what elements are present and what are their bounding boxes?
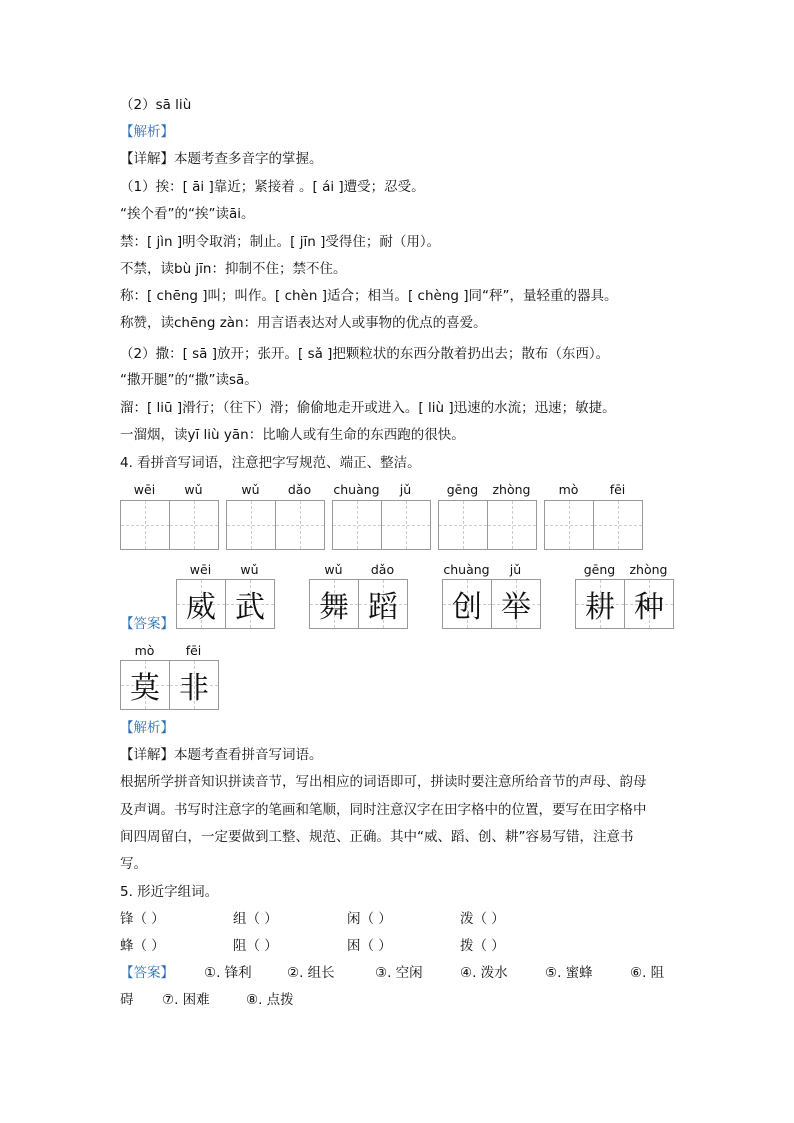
answer-char: 威 xyxy=(186,590,216,625)
answer-char: 非 xyxy=(179,671,209,706)
blank-item: 拨（ ） xyxy=(460,938,505,954)
pinyin: wēi xyxy=(133,482,156,497)
answer-item: ⑧. 点拨 xyxy=(246,992,294,1008)
pinyin: wēi xyxy=(189,562,212,577)
blank-item: 泼（ ） xyxy=(460,911,505,927)
question-5-title: 5. 形近字组词。 xyxy=(120,884,219,900)
answer-item: ③. 空闲 xyxy=(375,965,423,981)
text-line: 一溜烟，读yī liù yān：比喻人或有生命的东西跑的很快。 xyxy=(120,427,465,443)
writing-grid xyxy=(332,500,431,550)
writing-grid xyxy=(544,500,643,550)
text-line: 及声调。书写时注意字的笔画和笔顺，同时注意汉字在田字格中的位置，要写在田字格中 xyxy=(120,802,647,818)
text-line: 称：[ chēng ]叫；叫作。[ chèn ]适合；相当。[ chèng ]同“秤”，量轻重的器具。 xyxy=(120,288,618,304)
answer-char: 蹈 xyxy=(368,590,398,625)
text-line: “挨个看”的“挨”读āi。 xyxy=(120,206,255,222)
writing-grid xyxy=(438,500,537,550)
pinyin: wǔ xyxy=(241,482,260,497)
pinyin: dǎo xyxy=(287,482,312,497)
pinyin: fēi xyxy=(185,643,202,658)
analysis-label: 【解析】 xyxy=(120,124,174,140)
answer-grid xyxy=(575,579,674,629)
answer-item: ②. 组长 xyxy=(287,965,335,981)
answer-item: ⑦. 困难 xyxy=(162,992,210,1008)
answer-char: 创 xyxy=(452,590,482,625)
text-line: 写。 xyxy=(120,856,147,872)
text-line: （2）撒：[ sā ]放开；张开。[ sǎ ]把颗粒状的东西分散着扔出去；散布（东西）。 xyxy=(120,346,610,362)
pinyin: mò xyxy=(134,643,155,658)
text-line: 根据所学拼音知识拼读音节，写出相应的词语即可，拼读时要注意所给音节的声母、韵母 xyxy=(120,774,647,790)
blank-item: 蜂（ ） xyxy=(120,938,165,954)
answer-char: 莫 xyxy=(130,671,160,706)
answer-grid xyxy=(442,579,541,629)
answer-label: 【答案】 xyxy=(120,616,174,632)
answer-char: 种 xyxy=(634,590,664,625)
pinyin: zhòng xyxy=(629,562,668,577)
pinyin: jǔ xyxy=(399,482,412,497)
pinyin: mò xyxy=(558,482,579,497)
answer-grid xyxy=(120,660,219,710)
detail-heading: 【详解】本题考查多音字的掌握。 xyxy=(120,151,323,167)
answer-item: 碍 xyxy=(120,992,134,1008)
blank-item: 困（ ） xyxy=(347,938,392,954)
pinyin: wǔ xyxy=(324,562,343,577)
pinyin: wǔ xyxy=(240,562,259,577)
answer-char: 举 xyxy=(501,590,531,625)
pinyin: fēi xyxy=(609,482,626,497)
pinyin: zhòng xyxy=(492,482,531,497)
analysis-label: 【解析】 xyxy=(120,720,174,736)
answer-item: ⑥. 阻 xyxy=(630,965,665,981)
writing-grid xyxy=(226,500,325,550)
question-4-title: 4. 看拼音写词语，注意把字写规范、端正、整洁。 xyxy=(120,455,421,471)
answer-char: 耕 xyxy=(585,590,615,625)
text-line: （1）挨：[ āi ]靠近；紧接着 。[ ái ]遭受；忍受。 xyxy=(120,179,425,195)
blank-item: 组（ ） xyxy=(233,911,278,927)
pinyin: chuàng xyxy=(333,482,380,497)
answer-item: ⑤. 蜜蜂 xyxy=(545,965,593,981)
detail-heading: 【详解】本题考查看拼音写词语。 xyxy=(120,747,323,763)
pinyin: gēng xyxy=(446,482,479,497)
text-line: “撒开腿”的“撒”读sā。 xyxy=(120,372,258,388)
answer-char: 武 xyxy=(235,590,265,625)
blank-item: 锋（ ） xyxy=(120,911,165,927)
writing-grid xyxy=(120,500,219,550)
pinyin: jǔ xyxy=(509,562,522,577)
text-line: 溜：[ liū ]滑行；（往下）滑；偷偷地走开或进入。[ liù ]迅速的水流；迅速；敏捷。 xyxy=(120,400,616,416)
text-line: 称赞，读chēng zàn：用言语表达对人或事物的优点的喜爱。 xyxy=(120,315,487,331)
text-line: 不禁，读bù jīn：抑制不住；禁不住。 xyxy=(120,261,347,277)
pinyin: dǎo xyxy=(370,562,395,577)
pinyin: gēng xyxy=(583,562,616,577)
pinyin: chuàng xyxy=(443,562,490,577)
answer-line: （2）sā liù xyxy=(120,97,192,113)
answer-item: ④. 泼水 xyxy=(460,965,508,981)
answer-item: ①. 锋利 xyxy=(204,965,252,981)
blank-item: 闲（ ） xyxy=(347,911,392,927)
answer-char: 舞 xyxy=(319,590,349,625)
blank-item: 阻（ ） xyxy=(233,938,278,954)
text-line: 间四周留白，一定要做到工整、规范、正确。其中“威、蹈、创、耕”容易写错，注意书 xyxy=(120,829,634,845)
answer-label: 【答案】 xyxy=(120,965,174,981)
answer-grid xyxy=(309,579,408,629)
pinyin: wǔ xyxy=(184,482,203,497)
text-line: 禁：[ jìn ]明令取消；制止。[ jīn ]受得住；耐（用）。 xyxy=(120,234,441,250)
answer-grid xyxy=(176,579,275,629)
